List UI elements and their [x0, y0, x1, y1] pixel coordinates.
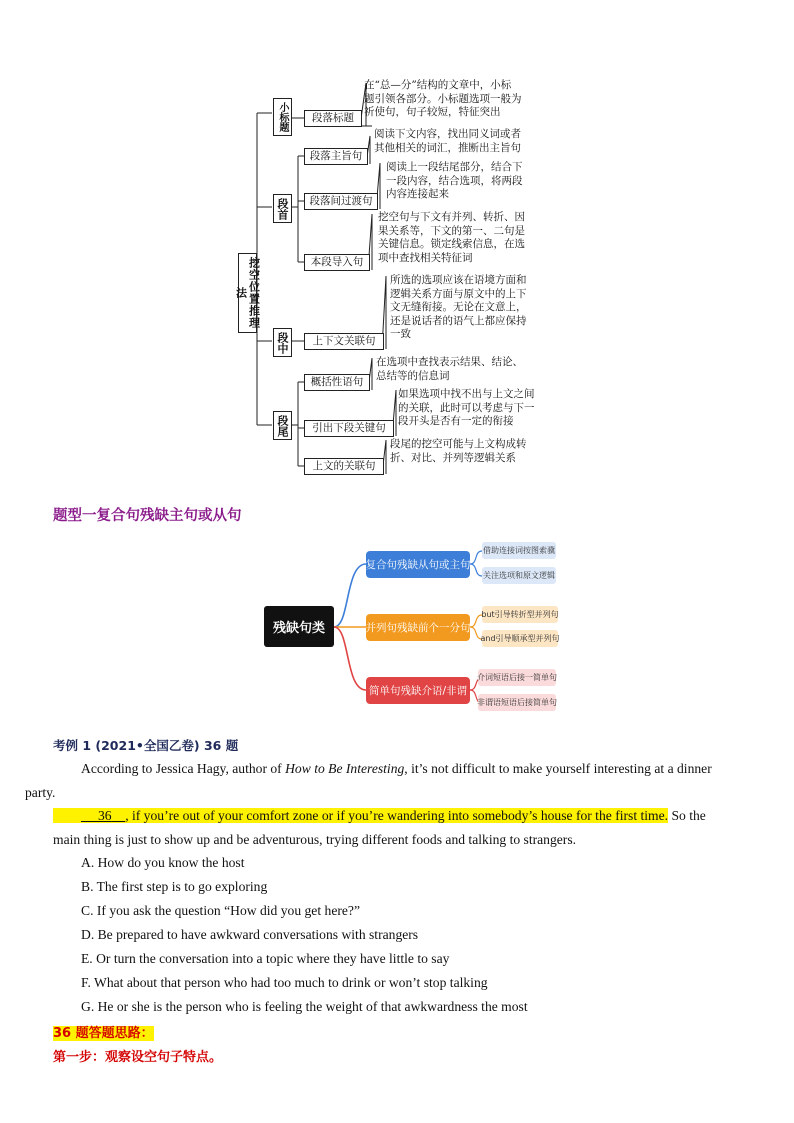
desc-line: 段尾的挖空可能与上文构成转 — [390, 438, 527, 450]
tree-node-para-title: 段落标题 — [304, 110, 362, 127]
tree-group-label: 段首 — [276, 197, 289, 220]
tree-desc-lead-in — [378, 211, 525, 265]
answer-heading — [53, 1022, 154, 1041]
desc-line: 如果选项中找不出与上文之间 — [398, 388, 535, 400]
option-g: G. He or she is the person who is feeling the weight of that awkwardness the most — [81, 999, 528, 1014]
tree-node-topic-sentence: 段落主旨句 — [304, 148, 368, 165]
passage-text: , if you’re out of your comfort zone or if you’re wandering into somebody’s house for the first time. — [125, 808, 669, 823]
mindmap-leaf: 关注选项和原文逻辑 — [482, 567, 556, 584]
desc-line: 题引领各部分。小标题选项一般为 — [364, 92, 522, 105]
exam-title: 考例 1 (2021•全国乙卷) 36 题 — [53, 738, 239, 753]
mindmap-leaf: 借助连接词按图索骥 — [482, 542, 556, 559]
option-a: A. How do you know the host — [81, 855, 245, 870]
tree-node-lead-next: 引出下段关键句 — [304, 420, 394, 437]
desc-line: 项中查找相关特征词 — [378, 251, 473, 264]
tree-desc-transition — [386, 161, 523, 202]
passage-text: According to Jessica Hagy, author of — [81, 761, 286, 776]
option-e: E. Or turn the conversation into a topic where they have little to say — [81, 951, 450, 966]
passage-text: party. — [25, 785, 56, 800]
option-d: D. Be prepared to have awkward conversations with strangers — [81, 927, 419, 942]
mindmap-branch-compound: 复合句残缺从句或主句 — [366, 551, 470, 578]
tree-group-label: 段尾 — [276, 414, 289, 437]
desc-line: 折、对比、并列等逻辑关系 — [390, 451, 516, 464]
desc-line: 在选项中查找表示结果、结论、 — [376, 356, 523, 368]
desc-line: 文无缝衔接。无论在文意上， — [390, 301, 527, 313]
tree-desc-context — [390, 274, 527, 342]
tree-group-para-start — [273, 194, 292, 223]
desc-line: 逻辑关系方面与原文中的上下 — [390, 287, 527, 300]
step-1: 第一步：观察设空句子特点。 — [53, 1050, 223, 1065]
tree-group-label: 段中 — [276, 331, 289, 354]
tree-group-para-middle — [273, 328, 292, 357]
tree-desc-lead-next — [398, 388, 535, 429]
tree-desc-topic-sentence — [374, 128, 521, 155]
desc-line: 阅读上一段结尾部分，结合下 — [386, 161, 523, 173]
desc-line: 阅读下文内容，找出同义词或者 — [374, 128, 521, 140]
desc-line: 一致 — [390, 328, 411, 340]
answer-heading-text: 36 题答题思路： — [53, 1026, 154, 1041]
tree-desc-summary — [376, 356, 523, 383]
mindmap-branch-simple: 简单句残缺介语/非谓 — [366, 677, 470, 704]
passage-paragraph-2 — [53, 804, 743, 852]
mindmap-branch-coordinate: 并列句残缺前个一分句 — [366, 614, 470, 641]
tree-node-link-prev: 上文的关联句 — [304, 458, 384, 475]
tree-desc-link-prev — [390, 438, 527, 465]
passage-text: So the — [668, 808, 706, 823]
mindmap-leaf: 非谓语短语后接简单句 — [478, 694, 556, 711]
mindmap-leaf: 介词短语后接一简单句 — [478, 669, 556, 686]
tree-root-node — [234, 253, 261, 333]
section-heading: 题型一复合句残缺主句或从句 — [53, 508, 242, 524]
desc-line: 总结等的信息词 — [376, 369, 450, 382]
option-f: F. What about that person who had too much to drink or won’t stop talking — [81, 975, 488, 990]
option-b: B. The first step is to go exploring — [81, 879, 268, 894]
desc-line: 祈使句，句子较短，特征突出 — [364, 106, 501, 118]
mindmap-leaf: and引导顺承型并列句 — [482, 630, 558, 647]
desc-line: 其他相关的词汇，推断出主旨句 — [374, 141, 521, 154]
desc-line: 还是说话者的语气上都应保持 — [390, 314, 527, 327]
tree-group-subtitle — [273, 98, 292, 136]
mindmap-leaf: but引导转折型并列句 — [482, 606, 558, 623]
tree-group-para-end — [273, 411, 292, 440]
desc-line: 关键信息。锁定线索信息，在选 — [378, 238, 525, 250]
book-title: How to Be Interesting — [285, 761, 405, 776]
tree-group-label: 小标题 — [277, 102, 288, 132]
tree-node-context: 上下文关联句 — [304, 333, 384, 350]
tree-desc-para-title — [364, 79, 522, 120]
desc-line: 果关系等，下文的第一、二句是 — [378, 224, 525, 237]
tree-node-summary: 概括性语句 — [304, 374, 370, 391]
passage-text: , it’s not difficult to make yourself interesting at a dinner — [404, 761, 712, 776]
tree-node-lead-in: 本段导入句 — [304, 254, 370, 271]
passage-text: main thing is just to show up and be adventurous, trying different foods and talking to strangers. — [53, 832, 577, 847]
desc-line: 段开头是否有一定的衔接 — [398, 415, 514, 427]
answer-blank: 36 — [98, 808, 112, 823]
passage-paragraph-1 — [25, 757, 743, 805]
desc-line: 一段内容，结合选项，将两段 — [386, 174, 523, 187]
highlighted-sentence — [53, 808, 668, 823]
mindmap-root: 残缺句类 — [264, 606, 334, 647]
desc-line: 在“总—分”结构的文章中，小标 — [364, 79, 512, 91]
tree-node-transition: 段落间过渡句 — [304, 193, 378, 210]
desc-line: 所选的选项应该在语境方面和 — [390, 274, 527, 286]
desc-line: 内容连接起来 — [386, 188, 449, 200]
desc-line: 的关联，此时可以考虑与下一 — [398, 401, 535, 414]
desc-line: 挖空句与下文有并列、转折、因 — [378, 211, 525, 223]
option-c: C. If you ask the question “How did you get here?” — [81, 903, 360, 918]
tree-root-label: 挖空位置推理法 — [234, 257, 261, 329]
